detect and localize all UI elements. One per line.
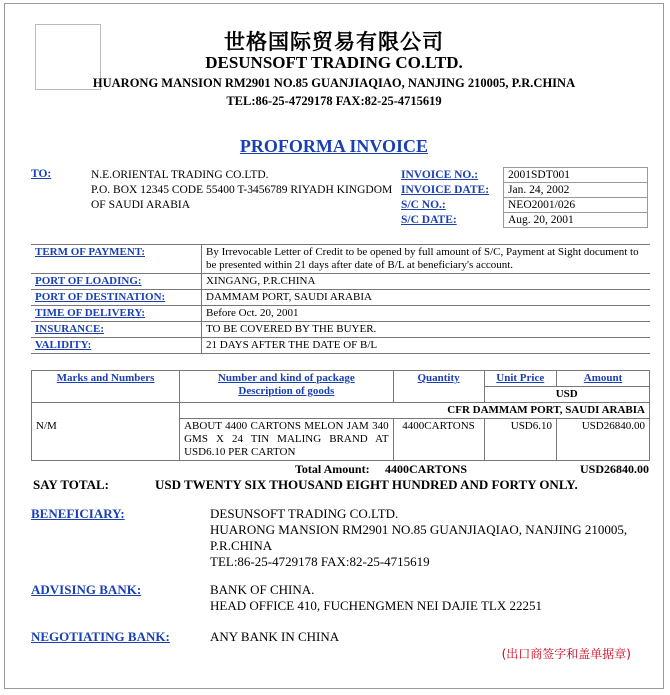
currency-label: USD (484, 387, 650, 403)
item-amount: USD26840.00 (557, 419, 650, 461)
port-of-loading-label: PORT OF LOADING: (35, 275, 142, 287)
total-amount-label: Total Amount: (295, 462, 370, 476)
negotiating-bank-label: NEGOTIATING BANK: (31, 629, 170, 644)
marks-spacer (32, 403, 180, 419)
marks-header: Marks and Numbers (32, 371, 180, 403)
port-of-loading-value: XINGANG, P.R.CHINA (202, 274, 651, 290)
invoice-info (399, 167, 648, 228)
insurance-value: TO BE COVERED BY THE BUYER. (202, 322, 651, 338)
beneficiary-label: BENEFICIARY: (31, 506, 125, 521)
time-of-delivery-value: Before Oct. 20, 2001 (202, 306, 651, 322)
terms-row (31, 338, 650, 354)
beneficiary-line: P.R.CHINA (210, 538, 273, 553)
invoice-info-table (399, 167, 648, 228)
invoice-info-row (399, 213, 648, 228)
invoice-info-row (399, 198, 648, 213)
validity-label: VALIDITY: (35, 339, 92, 351)
validity-value: 21 DAYS AFTER THE DATE OF B/L (202, 338, 651, 354)
to-line: OF SAUDI ARABIA (91, 199, 191, 211)
terms-row (31, 306, 650, 322)
advising-bank-label: ADVISING BANK: (31, 582, 142, 597)
advising-bank-line: HEAD OFFICE 410, FUCHENGMEN NEI DAJIE TLX 22251 (210, 598, 542, 613)
unit-price-header: Unit Price (484, 371, 557, 387)
invoice-no-label: INVOICE NO.: (401, 168, 479, 181)
company-address: HUARONG MANSION RM2901 NO.85 GUANJIAQIAO, NANJING 210005, P.R.CHINA (92, 76, 576, 90)
time-of-delivery-label: TIME OF DELIVERY: (35, 307, 146, 319)
description-header-line: Description of goods (238, 385, 335, 397)
company-name-en: DESUNSOFT TRADING CO.LTD. (205, 53, 463, 72)
term-of-payment-label: TERM OF PAYMENT: (35, 246, 145, 258)
company-tel-fax: TEL:86-25-4729178 FAX:82-25-4715619 (226, 94, 442, 108)
to-line: P.O. BOX 12345 CODE 55400 T-3456789 RIYADH KINGDOM (91, 184, 393, 196)
terms-row (31, 274, 650, 290)
invoice-page (4, 3, 664, 689)
sc-no-value: NEO2001/026 (504, 198, 648, 213)
beneficiary-line: TEL:86-25-4729178 FAX:82-25-4715619 (210, 554, 430, 569)
invoice-info-row (399, 168, 648, 183)
say-total-label: SAY TOTAL: (33, 477, 109, 492)
item-marks: N/M (32, 419, 180, 461)
description-header (180, 371, 393, 403)
goods-terms-row (32, 403, 650, 419)
beneficiary-details (210, 506, 627, 570)
beneficiary-line: DESUNSOFT TRADING CO.LTD. (210, 506, 399, 521)
sc-date-value: Aug. 20, 2001 (504, 213, 648, 228)
goods-item-row (32, 419, 650, 461)
to-label: TO: (31, 168, 52, 180)
quantity-header: Quantity (393, 371, 484, 403)
goods-header-row (32, 371, 650, 387)
insurance-label: INSURANCE: (35, 323, 105, 335)
amount-header: Amount (557, 371, 650, 387)
to-line: N.E.ORIENTAL TRADING CO.LTD. (91, 169, 269, 181)
sc-date-label: S/C DATE: (401, 213, 457, 226)
invoice-date-label: INVOICE DATE: (401, 183, 490, 196)
beneficiary-line: HUARONG MANSION RM2901 NO.85 GUANJIAQIAO, NANJING 210005, (210, 522, 628, 537)
trade-terms: CFR DAMMAM PORT, SAUDI ARABIA (180, 403, 650, 419)
port-of-destination-value: DAMMAM PORT, SAUDI ARABIA (202, 290, 651, 306)
port-of-destination-label: PORT OF DESTINATION: (35, 291, 166, 303)
total-quantity: 4400CARTONS (385, 462, 468, 476)
invoice-no-value: 2001SDT001 (504, 168, 648, 183)
item-quantity: 4400CARTONS (393, 419, 484, 461)
term-of-payment-value: By Irrevocable Letter of Credit to be opened by full amount of S/C, Payment at Sight document to be presented within 21 days after date of B/L at beneficiary's account. (202, 245, 651, 274)
sc-no-label: S/C NO.: (401, 198, 446, 211)
document-title: PROFORMA INVOICE (239, 136, 429, 156)
terms-table (31, 244, 650, 354)
advising-bank-details (210, 582, 542, 614)
terms-row (31, 322, 650, 338)
invoice-info-row (399, 183, 648, 198)
total-amount-value: USD26840.00 (579, 462, 649, 476)
description-header-line: Number and kind of package (217, 372, 355, 384)
stamp-note: (出口商签字和盖单据章) (501, 647, 631, 661)
company-name-cn: 世格国际贸易有限公司 (224, 30, 444, 54)
invoice-date-value: Jan. 24, 2002 (504, 183, 648, 198)
negotiating-bank-value: ANY BANK IN CHINA (210, 629, 340, 644)
terms-row (31, 290, 650, 306)
to-address (91, 168, 392, 213)
goods-table (31, 370, 650, 461)
item-unit-price: USD6.10 (484, 419, 557, 461)
terms-row (31, 245, 650, 274)
advising-bank-line: BANK OF CHINA. (210, 582, 315, 597)
say-total-value: USD TWENTY SIX THOUSAND EIGHT HUNDRED AND FORTY ONLY. (155, 477, 578, 492)
item-description: ABOUT 4400 CARTONS MELON JAM 340 GMS X 24 TIN MALING BRAND AT USD6.10 PER CARTON (180, 419, 393, 461)
